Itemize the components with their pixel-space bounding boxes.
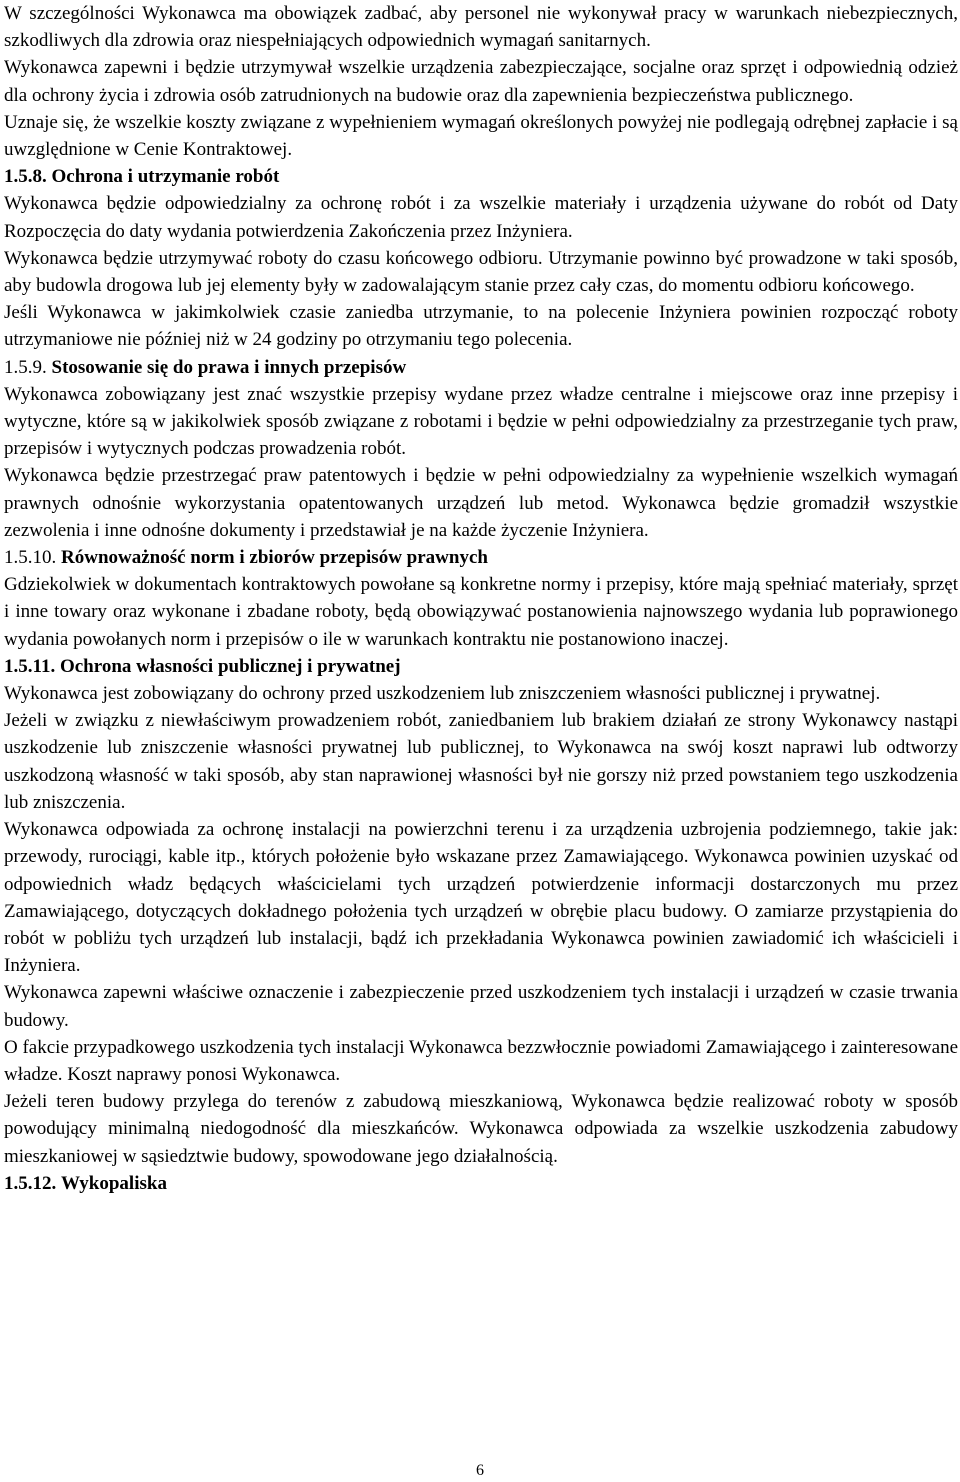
- document-page: [4, 0, 958, 1197]
- section-heading-1-5-8: [4, 163, 958, 190]
- section-heading-1-5-9: [4, 354, 958, 381]
- text-block-18: Jeżeli teren budowy przylega do terenów z zabudową mieszkaniową, Wykonawca będzie realizować roboty w sposób powodujący minimalną niedogodność dla mieszkańców. Wykonawca odpowiada za wszelkie uszkodzenia zabudowy mieszkaniowej w sąsiedztwie budowy, spowodowane jego działalnością.: [4, 1091, 958, 1167]
- text-block-2: Uznaje się, że wszelkie koszty związane z wypełnieniem wymagań określonych powyżej nie podlegają odrębnej zapłacie i są uwzględnione w Cenie Kontraktowej.: [4, 111, 958, 161]
- text-block-5: Wykonawca będzie utrzymywać roboty do czasu końcowego odbioru. Utrzymanie powinno być prowadzone w taki sposób, aby budowla drogowa lub jej elementy były w zadowalającym stanie przez cały czas, do momentu odbioru końcowego.: [4, 247, 958, 297]
- text-block-9: Wykonawca będzie przestrzegać praw patentowych i będzie w pełni odpowiedzialny za wypełnienie wszelkich wymagań prawnych odnośnie wykorzystania opatentowanych urządzeń lub metod. Wykonawca będzie gromadził wszystkie zezwolenia i inne odnośne dokumenty i przedstawiał je na każde życzenie Inżyniera.: [4, 465, 958, 541]
- text-block-6: Jeśli Wykonawca w jakimkolwiek czasie zaniedba utrzymanie, to na polecenie Inżyniera powinien rozpocząć roboty utrzymaniowe nie później niż w 24 godziny po otrzymaniu tego polecenia.: [4, 302, 958, 351]
- section-title: Ochrona własności publicznej i prywatnej: [59, 655, 401, 677]
- text-block-0: W szczególności Wykonawca ma obowiązek zadbać, aby personel nie wykonywał pracy w warunkach niebezpiecznych, szkodliwych dla zdrowia oraz niespełniających odpowiednich wymagań sanitarnych.: [4, 3, 958, 52]
- text-block-16: Wykonawca zapewni właściwe oznaczenie i zabezpieczenie przed uszkodzeniem tych instalacji i urządzeń w czasie trwania budowy.: [4, 982, 958, 1031]
- text-block-15: Wykonawca odpowiada za ochronę instalacji na powierzchni terenu i za urządzenia uzbrojenia podziemnego, takie jak: przewody, rurociągi, kable itp., których położenie było wskazane przez Zamawiającego. Wykonawca powinien uzyskać od odpowiednich władz będących właścicielami tych urządzeń potwierdzenie informacji dostarczonych mu przez Zamawiającego, dotyczących dokładnego położenia tych urządzeń w obrębie placu budowy. O zamiarze przystąpienia do robót w pobliżu tych urządzeń lub instalacji, bądź ich przekładania Wykonawca powinien zawiadomić ich właścicieli i Inżyniera.: [4, 819, 958, 977]
- text-block-4: Wykonawca będzie odpowiedzialny za ochronę robót i za wszelkie materiały i urządzenia używane do robót od Daty Rozpoczęcia do daty wydania potwierdzenia Zakończenia przez Inżyniera.: [4, 193, 958, 242]
- section-title: Ochrona i utrzymanie robót: [51, 166, 280, 188]
- section-title: Wykopaliska: [61, 1172, 167, 1194]
- section-number: 1.5.8.: [4, 166, 47, 188]
- section-number: 1.5.9.: [4, 356, 47, 378]
- section-title: Stosowanie się do prawa i innych przepisów: [51, 356, 407, 378]
- text-block-8: Wykonawca zobowiązany jest znać wszystkie przepisy wydane przez władze centralne i miejscowe oraz inne przepisy i wytyczne, które są w jakikolwiek sposób związane z robotami i będzie w pełni odpowiedzialny za przestrzeganie tych praw, przepisów i wytycznych podczas prowadzenia robót.: [4, 383, 958, 460]
- section-number: 1.5.12.: [4, 1172, 57, 1194]
- section-number: 1.5.10.: [4, 547, 57, 569]
- section-heading-1-5-11: [4, 653, 958, 680]
- text-block-17: O fakcie przypadkowego uszkodzenia tych instalacji Wykonawca bezzwłocznie powiadomi Zamawiającego i zainteresowane władze. Koszt naprawy ponosi Wykonawca.: [4, 1036, 958, 1085]
- text-block-14: Jeżeli w związku z niewłaściwym prowadzeniem robót, zaniedbaniem lub brakiem działań ze strony Wykonawcy nastąpi uszkodzenie lub zniszczenie własności prywatnej lub publicznej, to Wykonawca na swój koszt naprawi lub odtworzy uszkodzoną własność w taki sposób, aby stan naprawionej własności był nie gorszy niż przed powstaniem tego uszkodzenia lub zniszczenia.: [4, 710, 958, 813]
- section-heading-1-5-10: [4, 544, 958, 571]
- section-title: Równoważność norm i zbiorów przepisów prawnych: [61, 547, 488, 569]
- section-heading-1-5-12: [4, 1170, 958, 1197]
- text-block-1: Wykonawca zapewni i będzie utrzymywał wszelkie urządzenia zabezpieczające, socjalne oraz sprzęt i odpowiednią odzież dla ochrony życia i zdrowia osób zatrudnionych na budowie oraz dla zapewnienia bezpieczeństwa publicznego.: [4, 57, 958, 106]
- section-number: 1.5.11.: [4, 655, 56, 677]
- text-block-13: Wykonawca jest zobowiązany do ochrony przed uszkodzeniem lub zniszczeniem własności publicznej i prywatnej.: [4, 683, 881, 705]
- page-number: 6: [476, 1462, 484, 1479]
- text-block-11: Gdziekolwiek w dokumentach kontraktowych powołane są konkretne normy i przepisy, które mają spełniać materiały, sprzęt i inne towary oraz wykonane i zbadane roboty, będą obowiązywać postanowienia najnowszego wydania lub poprawionego wydania powołanych norm i przepisów o ile w warunkach kontraktu nie postanowiono inaczej.: [4, 574, 958, 650]
